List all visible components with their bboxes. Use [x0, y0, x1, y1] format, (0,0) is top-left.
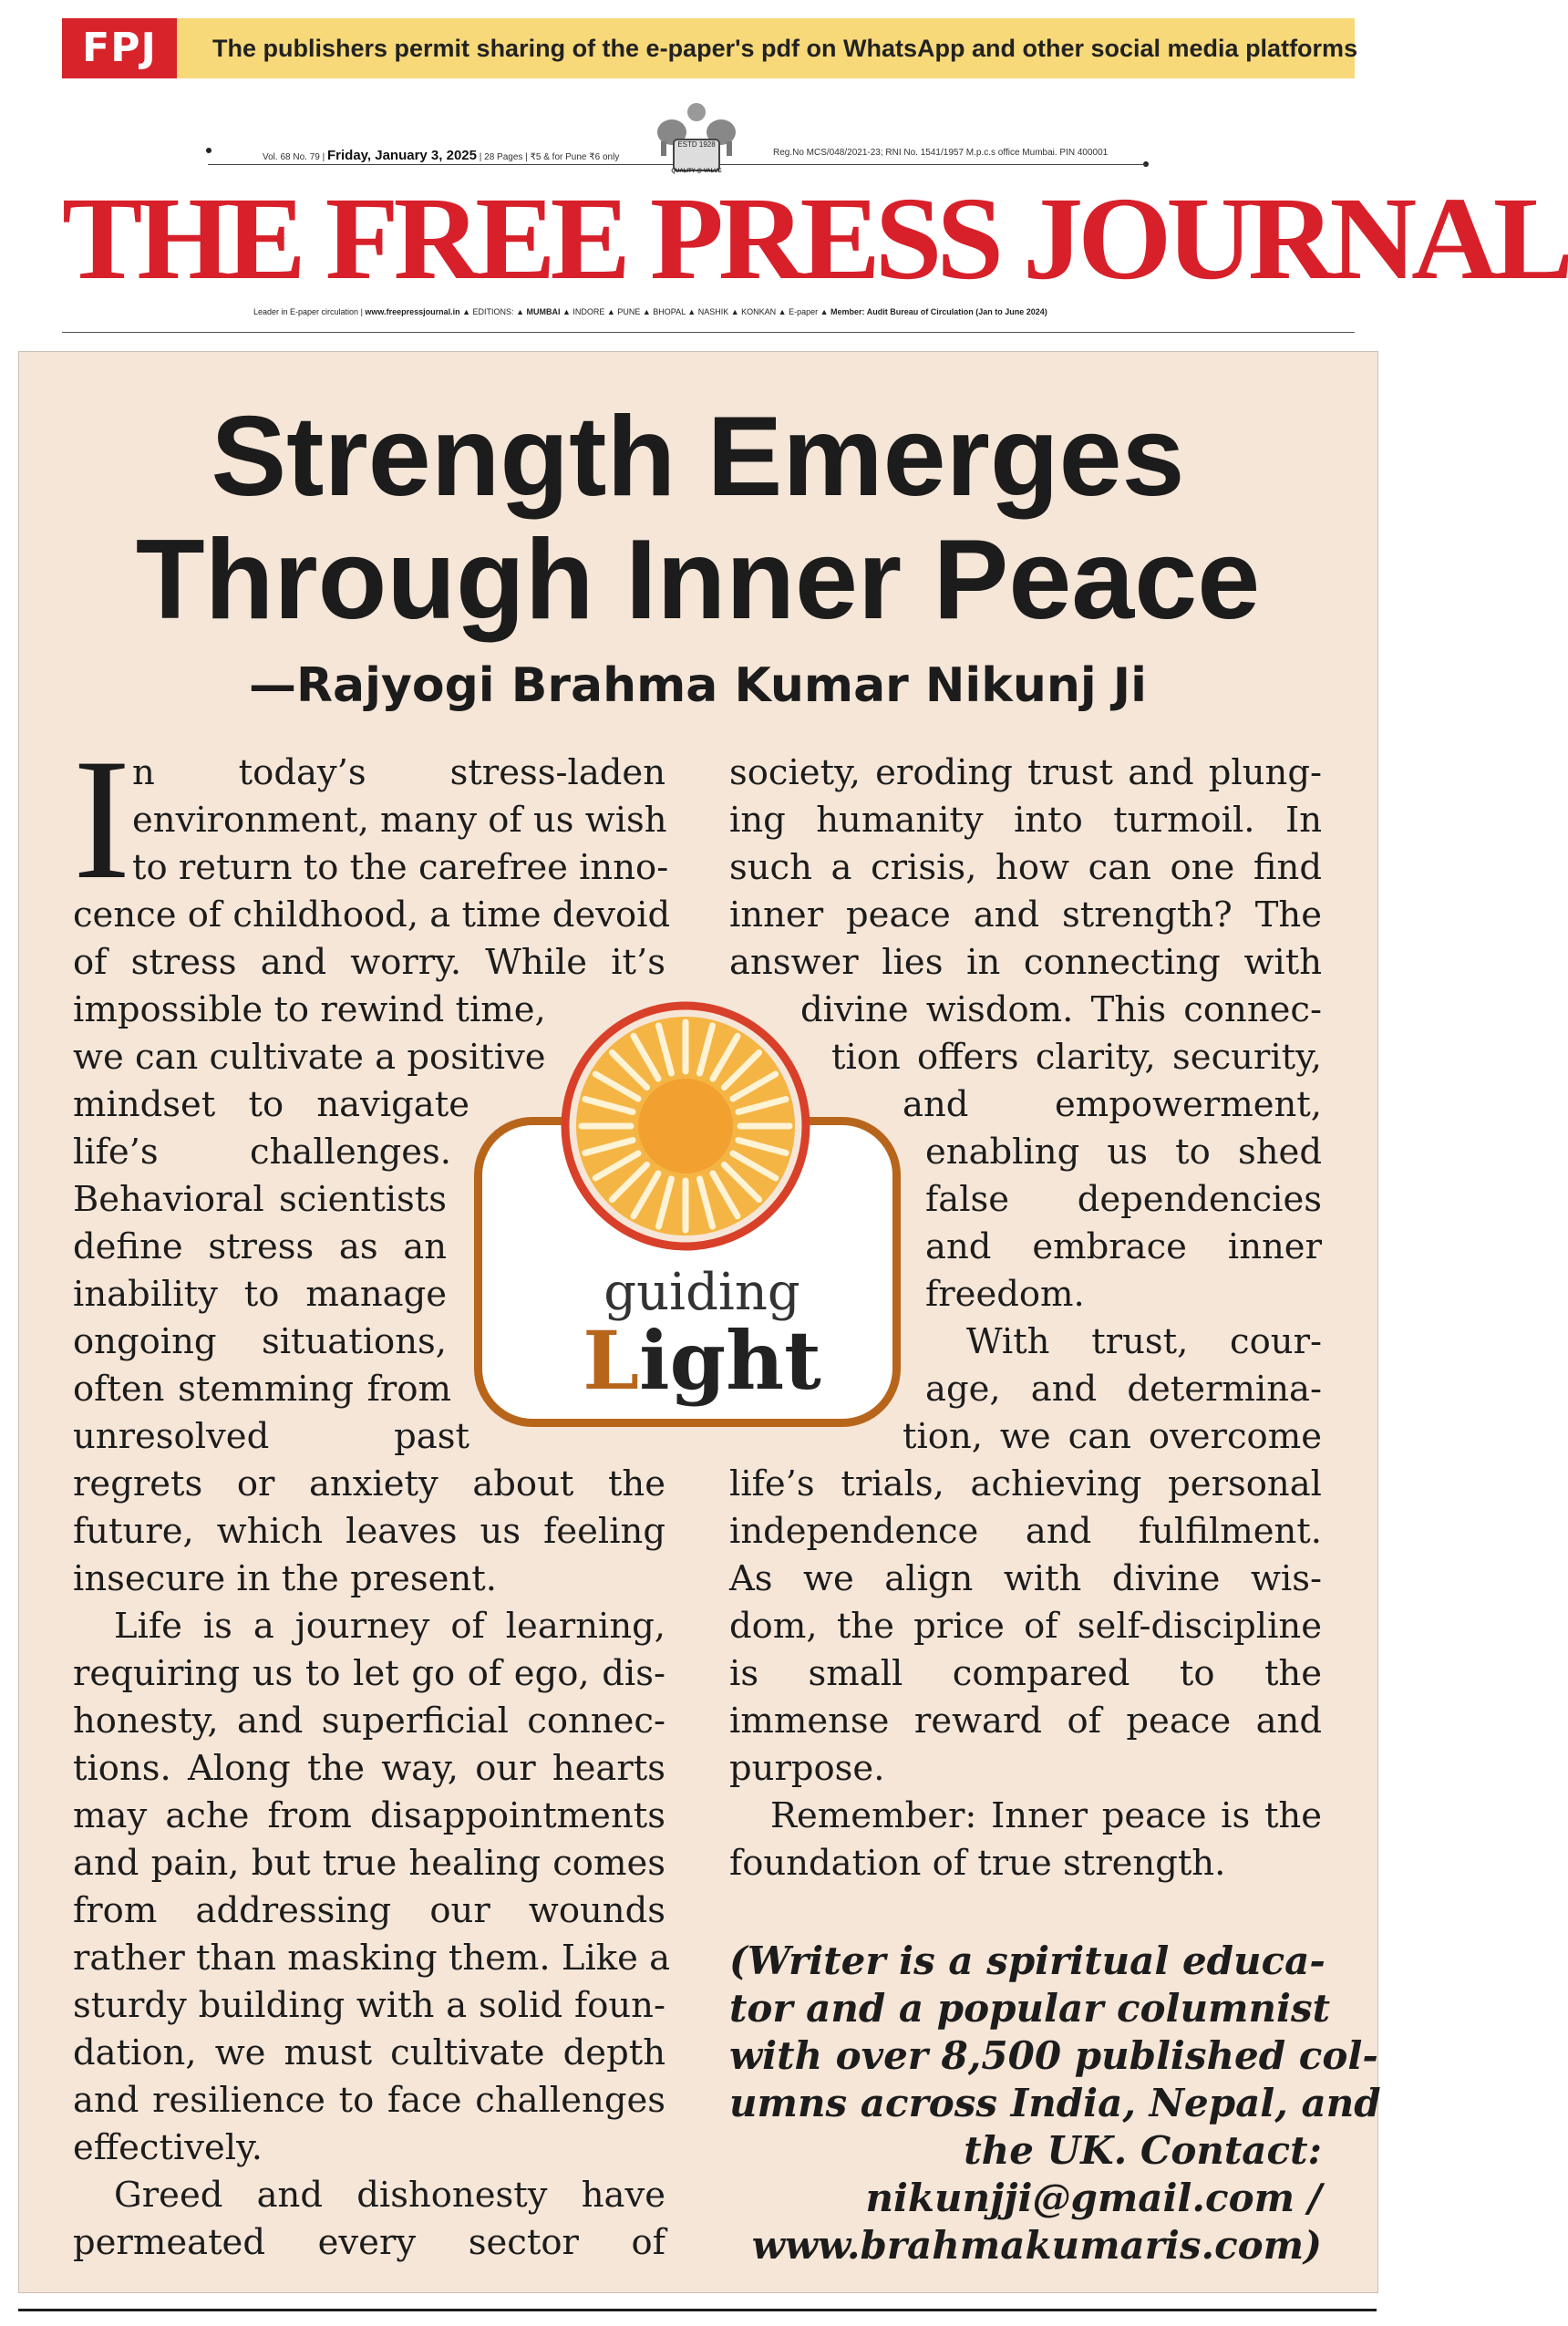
elephant-emblem-icon [652, 96, 741, 178]
drop-cap: I [73, 724, 131, 915]
text-line: unresolved past [73, 1416, 469, 1457]
text-line: purpose. [729, 1748, 885, 1789]
byline: —Rajyogi Brahma Kumar Nikunj Ji [249, 658, 1147, 713]
headline-line-2: Through Inner Peace [135, 517, 1261, 643]
sharing-notice: The publishers permit sharing of the e-paper's pdf on WhatsApp and other social media platforms [212, 35, 1358, 62]
text-line: dation, we must cultivate depth [73, 2032, 665, 2073]
masthead-bottom-rule [62, 332, 1355, 333]
text-line: As we align with divine wis- [729, 1558, 1322, 1599]
text-line: environment, many of us wish [132, 800, 667, 841]
left-column [73, 724, 671, 2267]
text-line: Life is a journey of learning, [114, 1606, 665, 1647]
emblem-established: ESTD 1928 [677, 140, 716, 149]
text-line: we can cultivate a positive [73, 1037, 546, 1078]
text-line: regrets or anxiety about the [73, 1463, 665, 1504]
text-line: is small compared to the [729, 1653, 1322, 1694]
graphic-word-light: Light [583, 1313, 821, 1408]
text-line: such a crisis, how can one find [729, 847, 1322, 888]
issue-info: Vol. 68 No. 79 | Friday, January 3, 2025 | 28 Pages | ₹5 & for Pune ₹6 only [263, 148, 620, 163]
text-line: inability to manage [73, 1274, 447, 1315]
text-line: may ache from disappointments [73, 1795, 665, 1836]
text-line: false dependencies [925, 1179, 1322, 1220]
fpj-logo: FPJ [62, 18, 177, 78]
text-line: permeated every sector of [73, 2222, 665, 2263]
text-line: age, and determina- [925, 1369, 1322, 1410]
issue-date: Friday, January 3, 2025 [326, 148, 477, 163]
text-line: requiring us to let go of ego, dis- [73, 1653, 665, 1694]
note-line: (Writer is a spiritual educa- [729, 1938, 1326, 1983]
text-line: enabling us to shed [925, 1132, 1322, 1173]
text-line: mindset to navigate [73, 1084, 469, 1125]
text-line: impossible to rewind time, [73, 989, 546, 1030]
text-line: tions. Along the way, our hearts [73, 1748, 665, 1789]
text-line: life’s trials, achieving personal [729, 1463, 1322, 1504]
editions-strip: Leader in E-paper circulation | www.freepressjournal.in ▲ EDITIONS: ▲ MUMBAI ▲ INDORE ▲ PUNE ▲ BHOPAL ▲ NASHIK ▲ KONKAN ▲ E-paper ▲ Member: Audit Bureau of Circulation (Jan to June 2024) [253, 307, 1047, 316]
graphic-word-guiding: guiding [603, 1263, 800, 1322]
text-line: of stress and worry. While it’s [73, 942, 665, 983]
note-line: with over 8,500 published col- [729, 2033, 1378, 2078]
text-line: sturdy building with a solid foun- [73, 1985, 665, 2026]
bullet-dot [206, 148, 211, 153]
text-line: dom, the price of self-discipline [729, 1606, 1322, 1647]
text-line: rather than masking them. Like a [73, 1938, 671, 1979]
text-line: society, eroding trust and plung- [729, 752, 1322, 793]
text-line: ongoing situations, [73, 1321, 447, 1362]
text-line: future, which leaves us feeling [73, 1511, 665, 1552]
text-line: and resilience to face challenges [73, 2080, 665, 2121]
website-link[interactable]: www.freepressjournal.in [365, 307, 460, 316]
text-line: With trust, cour- [966, 1321, 1322, 1362]
note-line: umns across India, Nepal, and [729, 2081, 1381, 2125]
text-line: life’s challenges. [73, 1132, 451, 1173]
newspaper-title: THE FREE PRESS JOURNAL [62, 173, 1568, 305]
registration-info: Reg.No MCS/048/2021-23; RNI No. 1541/1957 M.p.c.s office Mumbai. PIN 400001 [773, 148, 1109, 158]
text-line: often stemming from [73, 1369, 451, 1410]
emblem-motto: QUALITY @ VALUE [671, 169, 722, 174]
text-line: effectively. [73, 2127, 263, 2168]
text-line: insecure in the present. [73, 1558, 497, 1599]
text-line: cence of childhood, a time devoid [73, 894, 671, 936]
writer-note [729, 1938, 1381, 2269]
text-line: n today’s stress-laden [132, 752, 665, 793]
text-line: tion offers clarity, security, [831, 1037, 1322, 1078]
text-line: to return to the carefree inno- [132, 847, 669, 888]
top-banner [62, 18, 1358, 78]
note-line: the UK. Contact: [964, 2128, 1322, 2173]
contact-email[interactable]: nikunjji@gmail.com / [865, 2176, 1322, 2220]
text-line: and embrace inner [925, 1226, 1322, 1267]
text-line: from addressing our wounds [73, 1890, 665, 1931]
page-bottom-rule [18, 2309, 1377, 2311]
text-line: tion, we can overcome [903, 1416, 1322, 1457]
text-line: honesty, and superficial connec- [73, 1701, 665, 1742]
note-line: tor and a popular columnist [729, 1986, 1330, 2031]
newspaper-title-area [62, 173, 1568, 305]
text-line: Greed and dishonesty have [114, 2175, 665, 2216]
text-line: ing humanity into turmoil. In [729, 800, 1322, 841]
text-line: immense reward of peace and [729, 1701, 1322, 1742]
contact-website[interactable]: www.brahmakumaris.com) [751, 2223, 1322, 2268]
text-line: answer lies in connecting with [729, 942, 1322, 983]
text-line: divine wisdom. This connec- [800, 989, 1322, 1030]
text-line: and pain, but true healing comes [73, 1843, 665, 1884]
text-line: freedom. [925, 1274, 1085, 1315]
headline-line-1: Strength Emerges [211, 394, 1185, 520]
text-line: Remember: Inner peace is the [770, 1795, 1322, 1836]
text-line: inner peace and strength? The [729, 894, 1322, 936]
text-line: and empowerment, [903, 1084, 1322, 1125]
text-line: define stress as an [73, 1226, 447, 1267]
text-line: independence and fulfilment. [729, 1511, 1322, 1552]
sun-icon [558, 998, 813, 1254]
text-line: foundation of true strength. [729, 1843, 1226, 1884]
text-line: Behavioral scientists [73, 1179, 447, 1220]
